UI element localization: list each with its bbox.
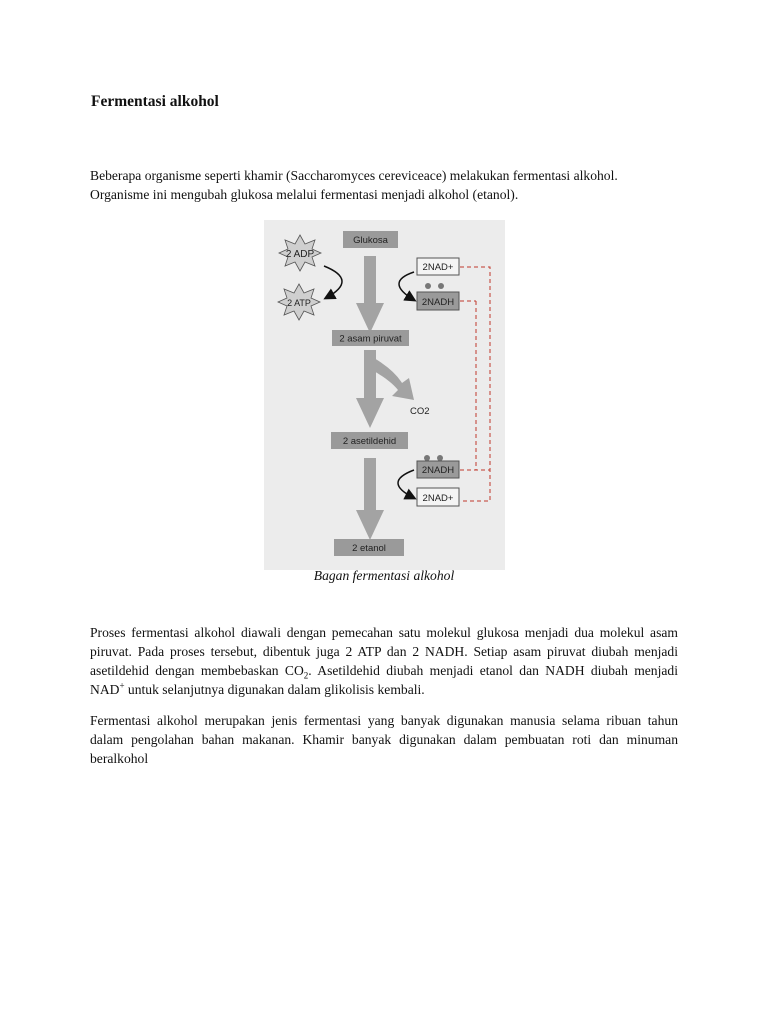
diagram-svg (264, 220, 505, 570)
intro-paragraph: Beberapa organisme seperti khamir (Saccharomyces cereviceace) melakukan fermentasi alkohol. Organisme ini mengubah glukosa melalui fermentasi menjadi alkohol (etanol). (90, 168, 618, 202)
co2-text: CO2 (410, 406, 430, 417)
electron-dot-icon (424, 455, 430, 461)
label-atp: 2 ATP (287, 298, 311, 308)
label-nad-bottom: 2NAD+ (422, 493, 454, 504)
label-nadh-bottom: 2NADH (421, 465, 455, 476)
label-asetildehid: 2 asetildehid (342, 436, 397, 447)
label-nadh-top: 2NADH (421, 297, 455, 308)
process-text-1: Proses fermentasi alkohol diawali dengan pemecahan satu molekul glukosa menjadi dua molekul asam piruvat. Pada proses tersebut, dibentuk juga 2 ATP dan 2 NADH. Setiap asam piruvat diubah menjadi asetildehid dengan membebaskan CO (90, 625, 678, 678)
document-heading: Fermentasi alkohol (91, 93, 219, 110)
nad-superscript: + (119, 680, 125, 691)
process-paragraph (90, 623, 678, 699)
label-etanol: 2 etanol (352, 543, 386, 554)
co2-subscript: 2 (303, 670, 309, 681)
label-adp: 2 ADP (285, 249, 315, 260)
electron-dot-icon (425, 283, 431, 289)
label-glukosa: Glukosa (353, 235, 388, 246)
fermentation-diagram (264, 220, 505, 570)
process-text-3: untuk selanjutnya digunakan dalam glikolisis kembali. (124, 682, 425, 697)
electron-dot-icon (438, 283, 444, 289)
process-text-2: . Asetildehid diubah menjadi etanol dan NADH diubah menjadi NAD (90, 663, 678, 697)
usage-paragraph: Fermentasi alkohol merupakan jenis fermentasi yang banyak digunakan manusia selama ribuan tahun dalam pengolahan bahan makanan. Khamir banyak digunakan dalam pembuatan roti dan minuman beralkohol (90, 713, 678, 766)
label-asam-piruvat: 2 asam piruvat (339, 333, 402, 345)
figure-caption: Bagan fermentasi alkohol (313, 568, 455, 583)
label-co2 (410, 406, 430, 417)
electron-dot-icon (437, 455, 443, 461)
diagram-background (264, 220, 505, 570)
label-nad-top: 2NAD+ (422, 262, 454, 273)
